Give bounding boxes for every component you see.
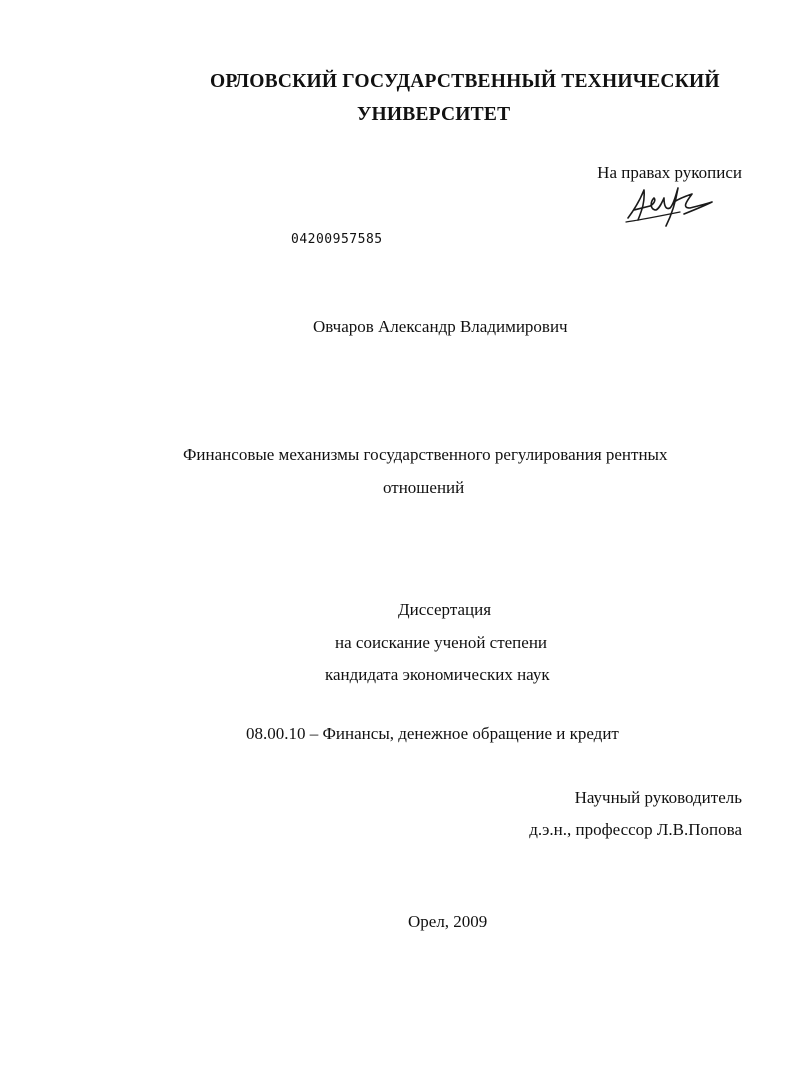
specialty-code: 08.00.10 – Финансы, денежное обращение и кредит bbox=[246, 724, 619, 743]
dissertation-title-line1: Финансовые механизмы государственного регулирования рентных bbox=[183, 445, 668, 464]
degree-line2: кандидата экономических наук bbox=[325, 665, 550, 684]
dissertation-label: Диссертация bbox=[398, 600, 492, 619]
author-name: Овчаров Александр Владимирович bbox=[313, 317, 568, 336]
degree-line1: на соискание ученой степени bbox=[335, 633, 548, 652]
manuscript-note: На правах рукописи bbox=[597, 163, 742, 182]
registration-code: 04200957585 bbox=[291, 232, 383, 247]
city-year: Орел, 2009 bbox=[408, 912, 488, 931]
dissertation-title-line2: отношений bbox=[383, 478, 465, 497]
supervisor-name: д.э.н., профессор Л.В.Попова bbox=[529, 820, 742, 839]
university-name-line1: ОРЛОВСКИЙ ГОСУДАРСТВЕННЫЙ ТЕХНИЧЕСКИЙ bbox=[210, 71, 720, 92]
supervisor-label: Научный руководитель bbox=[574, 788, 742, 807]
signature-icon bbox=[620, 180, 720, 235]
university-name-line2: УНИВЕРСИТЕТ bbox=[357, 104, 511, 125]
